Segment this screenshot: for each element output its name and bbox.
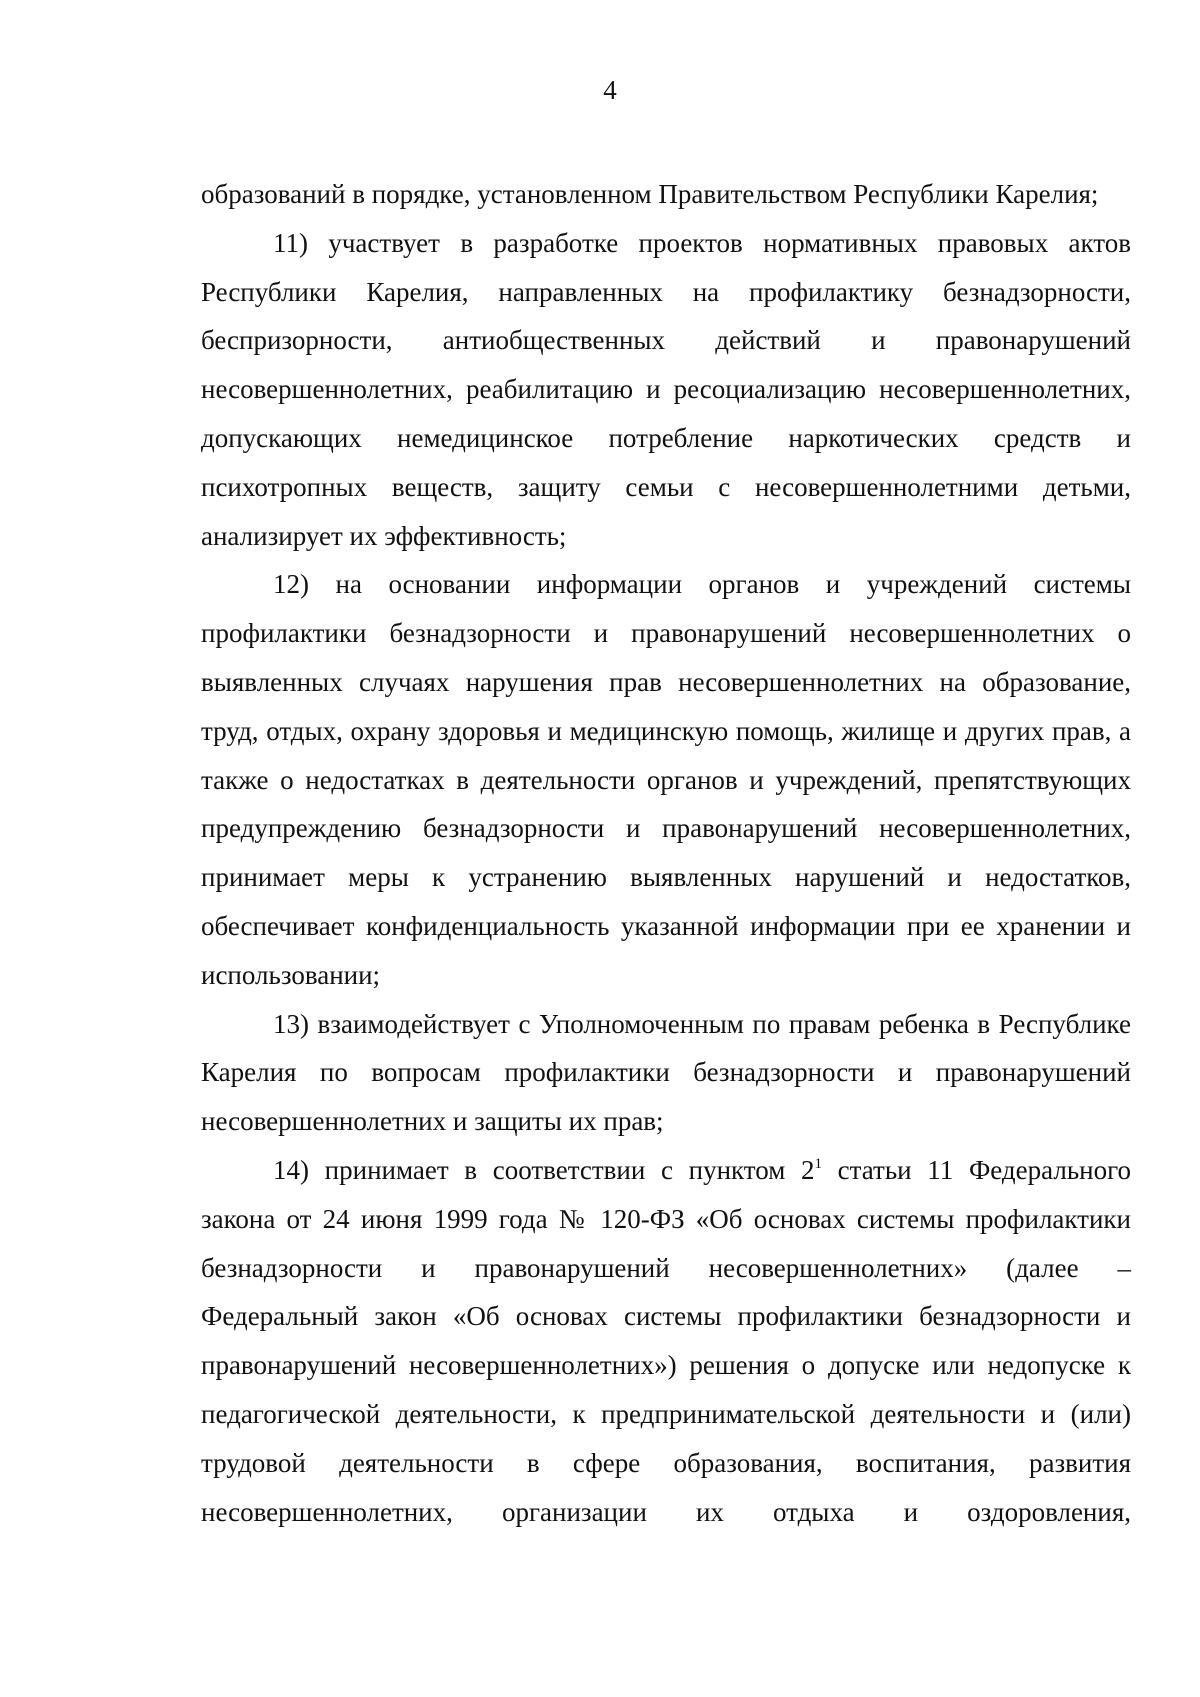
page-number: 4 [603,75,617,105]
paragraph-continuation: образований в порядке, установленном Правительством Республики Карелия; [201,179,1099,209]
paragraph-item-14-rest: статьи 11 Федерального закона от 24 июня 1999 года № 120-ФЗ «Об основах системы профилактики безнадзорности и правонарушений несовершеннолетних» (далее – Федеральный закон «Об основах системы профилактики безнадзорности и правонарушений несовершеннолетних») решения о допуске или недопуске к педагогической деятельности, к предпринимательской деятельности и (или) трудовой деятельности в сфере образования, воспитания, развития несовершеннолетних, организации их отдыха и оздоровления, [201,1154,1131,1527]
paragraph-item-13: 13) взаимодействует с Уполномоченным по правам ребенка в Республике Карелия по вопросам профилактики безнадзорности и правонарушений несовершеннолетних и защиты их прав; [201,1008,1131,1137]
paragraph-item-14 [201,1146,1131,1536]
paragraph-item-11: 11) участвует в разработке проектов нормативных правовых актов Республики Карелия, направленных на профилактику безнадзорности, беспризорности, антиобщественных действий и правонарушений несовершеннолетних, реабилитацию и ресоциализацию несовершеннолетних, допускающих немедицинское потребление наркотических средств и психотропных веществ, защиту семьи с несовершеннолетними детьми, анализирует их эффективность; [201,227,1131,551]
document-body [201,170,1131,1536]
paragraph-item-14-start: 14) принимает в соответствии с пунктом 2 [273,1154,815,1185]
superscript-marker: 1 [814,1155,822,1172]
paragraph-item-12: 12) на основании информации органов и учреждений системы профилактики безнадзорности и правонарушений несовершеннолетних о выявленных случаях нарушения прав несовершеннолетних на образование, труд, отдых, охрану здоровья и медицинскую помощь, жилище и других прав, а также о недостатках в деятельности органов и учреждений, препятствующих предупреждению безнадзорности и правонарушений несовершеннолетних, принимает меры к устранению выявленных нарушений и недостатков, обеспечивает конфиденциальность указанной информации при ее хранении и использовании; [201,569,1131,990]
